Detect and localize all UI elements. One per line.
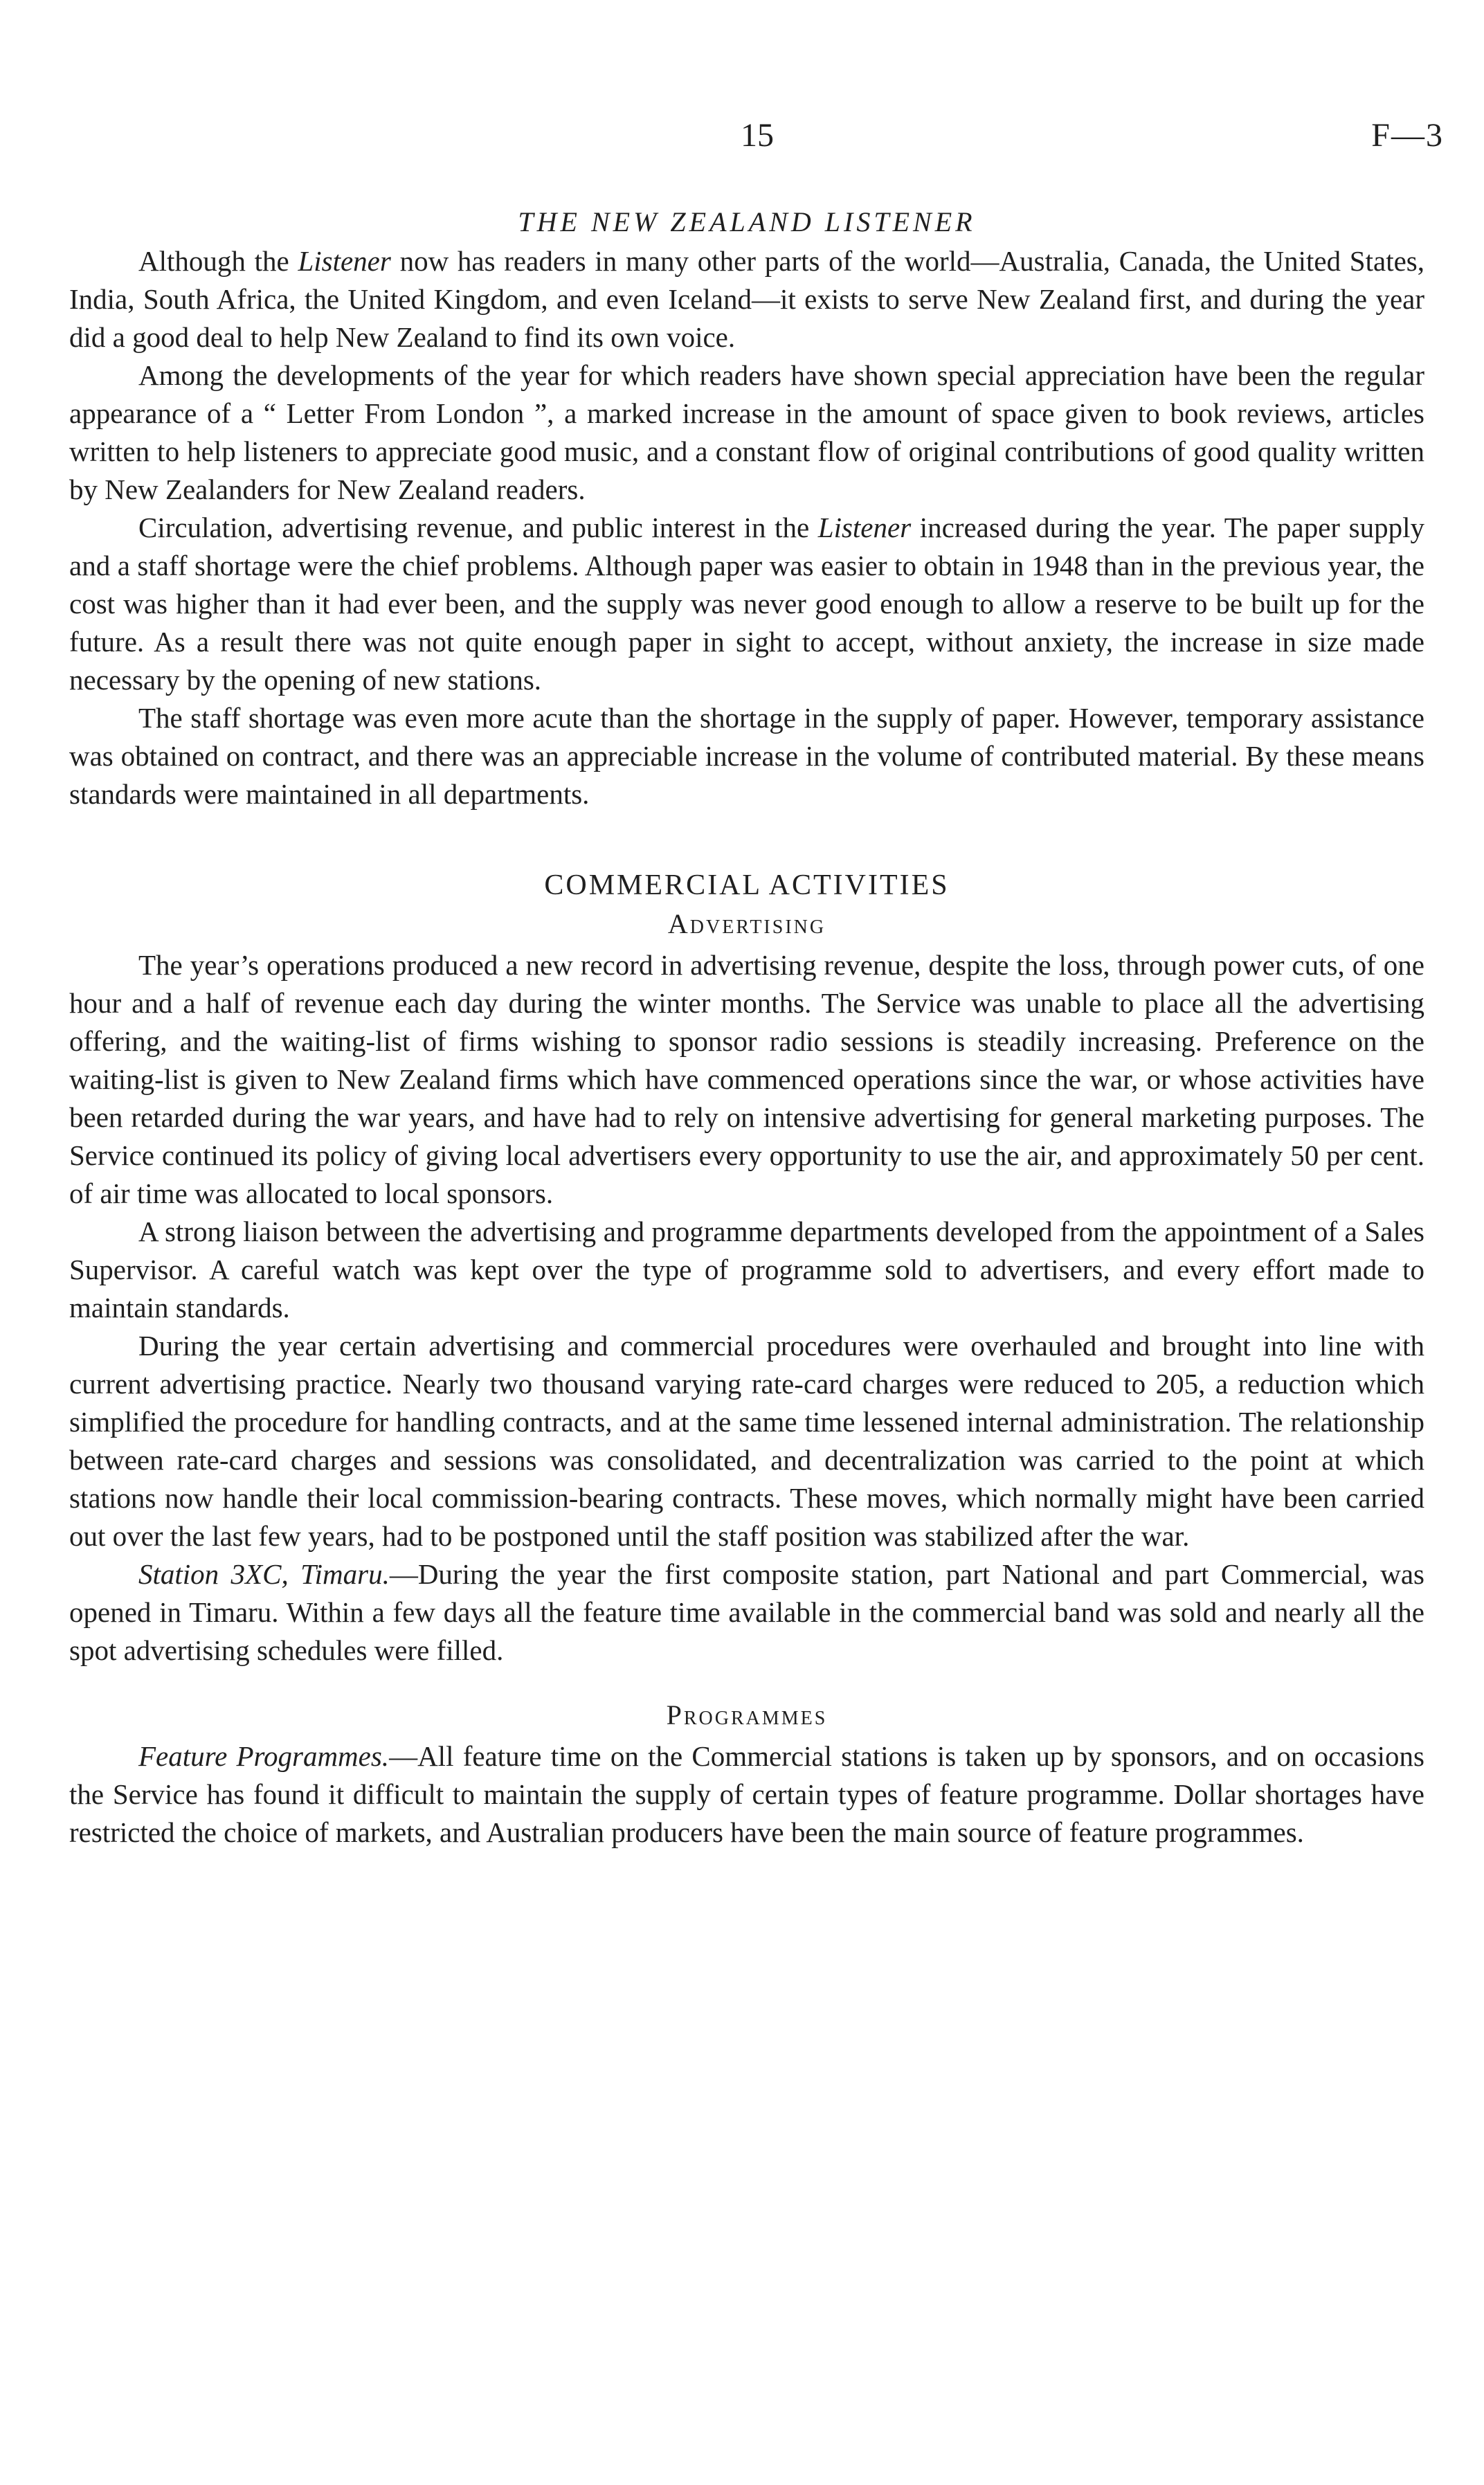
station-3xc-paragraph: Station 3XC, Timaru.—During the year the first composite station, part National and part Commercial, was opened in Timaru. Within a few days all the feature time available in the commercial band was sold and nearly all the spot advertising schedules were filled. [69,1558,1424,1666]
programmes-subheading: Programmes [666,1699,828,1731]
advertising-paragraph-2: A strong liaison between the advertising and programme departments developed from the appointment of a Sales Supervisor. A careful watch was kept over the type of programme sold to advertisers, and every effort made to maintain standards. [69,1216,1424,1323]
advertising-paragraph-3: During the year certain advertising and commercial procedures were overhauled and brought into line with current advertising practice. Nearly two thousand varying rate-card charges were reduced to 205, a reduction which simplified the procedure for handling contracts, and at the same time lessened internal administration. The relationship between rate-card charges and sessions was consolidated, and decentralization was carried to the point at which stations now handle their local commission-bearing contracts. These moves, which normally might have been carried out over the last few years, had to be postponed until the staff position was stabilized after the war. [69,1330,1424,1552]
listener-paragraph-4: The staff shortage was even more acute than the shortage in the supply of paper. However, temporary assistance was obtained on contract, and there was an appreciable increase in the volume of contributed material. By these means standards were maintained in all departments. [69,702,1424,810]
feature-programmes-paragraph: Feature Programmes.—All feature time on the Commercial stations is taken up by sponsors, and on occasions the Service has found it difficult to maintain the supply of certain types of feature programme. Dollar shortages have restricted the choice of markets, and Australian producers have been the main source of feature programmes. [69,1740,1424,1848]
page-number: 15 [741,117,774,154]
advertising-paragraph-1: The year’s operations produced a new record in advertising revenue, despite the loss, through power cuts, of one hour and a half of revenue each day during the winter months. The Service was unable to place all the advertising offering, and the waiting-list of firms wishing to sponsor radio sessions is steadily increasing. Preference on the waiting-list is given to New Zealand firms which have commenced operations since the war, or whose activities have been retarded during the war years, and have had to rely on intensive advertising for general marketing purposes. The Service continued its policy of giving local advertisers every opportunity to use the air, and approximately 50 per cent. of air time was allocated to local sponsors. [69,949,1424,1209]
listener-paragraph-3: Circulation, advertising revenue, and public interest in the Listener increased during the year. The paper supply and a staff shortage were the chief problems. Although paper was easier to obtain in 1948 than in the previous year, the cost was higher than it had ever been, and the supply was never good enough to allow a reserve to be built up for the future. As a result there was not quite enough paper in sight to accept, without anxiety, the increase in size made necessary by the opening of new stations. [69,512,1424,696]
advertising-subheading: Advertising [667,908,826,939]
section-code: F—3 [1371,117,1444,154]
listener-heading: THE NEW ZEALAND LISTENER [518,206,976,237]
listener-paragraph-1: Although the Listener now has readers in many other parts of the world—Australia, Canada, the United States, India, South Africa, the United Kingdom, and even Iceland—it exists to serve New Zealand first, and during the year did a good deal to help New Zealand to find its own voice. [69,245,1424,353]
page-header [0,116,1484,165]
body-text [69,202,1424,1852]
listener-paragraph-2: Among the developments of the year for which readers have shown special appreciation have been the regular appearance of a “ Letter From London ”, a marked increase in the amount of space given to book reviews, articles written to help listeners to appreciate good music, and a constant flow of original contributions of good quality written by New Zealanders for New Zealand readers. [69,359,1424,505]
commercial-activities-heading: COMMERCIAL ACTIVITIES [544,869,950,901]
